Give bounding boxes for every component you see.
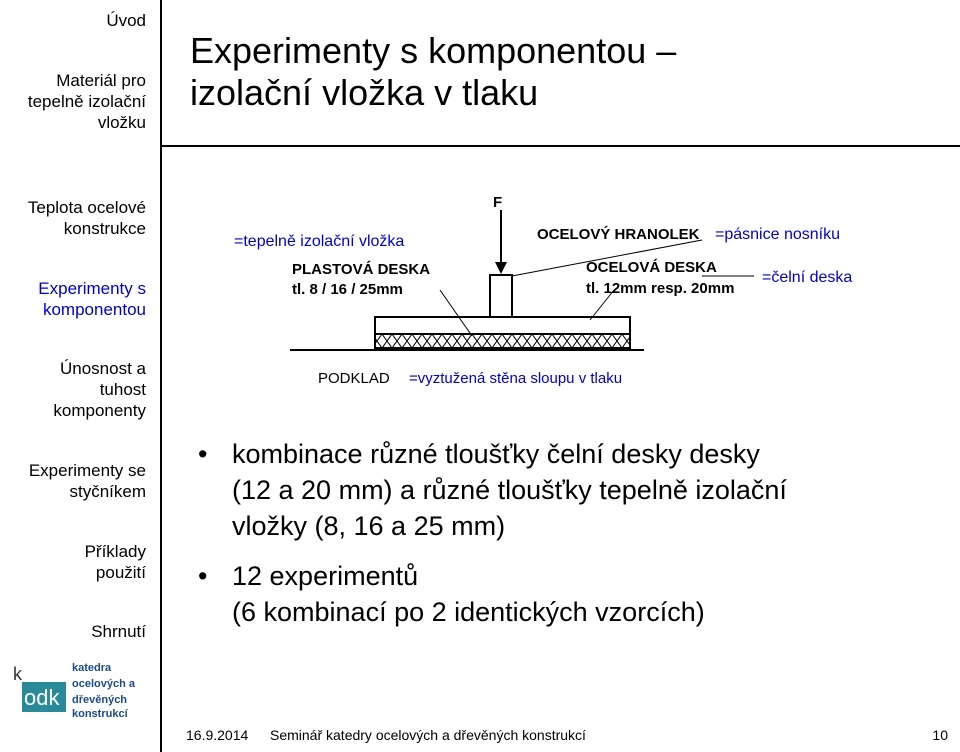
footer-seminar: Seminář katedry ocelových a dřevěných konstrukcí: [270, 727, 586, 743]
plastic-plate-thickness: tl. 8 / 16 / 25mm: [292, 281, 403, 298]
sidebar-item-priklady[interactable]: Příklady použití: [84, 542, 146, 582]
logo-text-3: dřevěných: [72, 694, 128, 706]
bullet-text-line: (6 kombinací po 2 identických vzorcích): [232, 597, 705, 627]
svg-text:k: k: [13, 664, 22, 684]
test-setup-diagram: [162, 180, 960, 410]
logo-text-4: konstrukcí: [72, 708, 128, 720]
annotation-insert: =tepelně izolační vložka: [234, 233, 405, 250]
bullet-list: [198, 436, 938, 644]
title-line-2: izolační vložka v tlaku: [190, 72, 539, 113]
steel-plate-label: OCELOVÁ DESKA: [586, 259, 717, 276]
bullet-text-line: kombinace různé tloušťky čelní desky desky: [232, 439, 760, 469]
bullet-item: [198, 558, 938, 630]
sidebar-item-teplota[interactable]: Teplota ocelové konstrukce: [27, 198, 146, 238]
department-logo: [4, 656, 154, 726]
bullet-text-line: (12 a 20 mm) a různé tloušťky tepelně izolační: [232, 475, 787, 505]
steel-block: [490, 275, 512, 317]
plastic-plate-label: PLASTOVÁ DESKA: [292, 261, 431, 278]
svg-text:odk: odk: [24, 685, 60, 710]
steel-block-label: OCELOVÝ HRANOLEK: [537, 226, 700, 243]
title-line-1: Experimenty s komponentou –: [190, 30, 677, 71]
title-divider: [162, 145, 960, 147]
bullet-dot-icon: •: [198, 439, 208, 469]
sidebar-item-uvod[interactable]: Úvod: [106, 11, 146, 30]
bullet-text-line: vložky (8, 16 a 25 mm): [232, 511, 506, 541]
page-number: 10: [932, 727, 948, 743]
logo-text-1: katedra: [72, 662, 112, 674]
sidebar-item-experimenty-komponenta[interactable]: Experimenty s komponentou: [38, 279, 146, 319]
footer-date: 16.9.2014: [186, 727, 249, 743]
slide-title: [190, 30, 676, 114]
annotation-base: =vyztužená stěna sloupu v tlaku: [409, 370, 623, 387]
annotation-endplate: =čelní deska: [762, 269, 853, 286]
steel-plate: [375, 317, 630, 334]
plastic-insert: [375, 334, 630, 348]
steel-plate-thickness: tl. 12mm resp. 20mm: [586, 280, 735, 297]
sidebar-nav: [0, 0, 160, 752]
force-label: F: [493, 194, 503, 211]
sidebar-item-material[interactable]: Materiál pro tepelně izolační vložku: [27, 71, 146, 132]
bullet-item: [198, 436, 938, 544]
logo-text-2: ocelových a: [72, 678, 135, 690]
bullet-dot-icon: •: [198, 561, 208, 591]
base-label: PODKLAD: [318, 370, 390, 387]
bullet-text-line: 12 experimentů: [232, 561, 419, 591]
sidebar-item-shrnuti[interactable]: Shrnutí: [91, 622, 146, 641]
sidebar-item-unosnost[interactable]: Únosnost a tuhost komponenty: [53, 359, 146, 420]
sidebar-item-experimenty-stycnik[interactable]: Experimenty se styčníkem: [28, 461, 146, 501]
annotation-flange: =pásnice nosníku: [715, 226, 840, 243]
